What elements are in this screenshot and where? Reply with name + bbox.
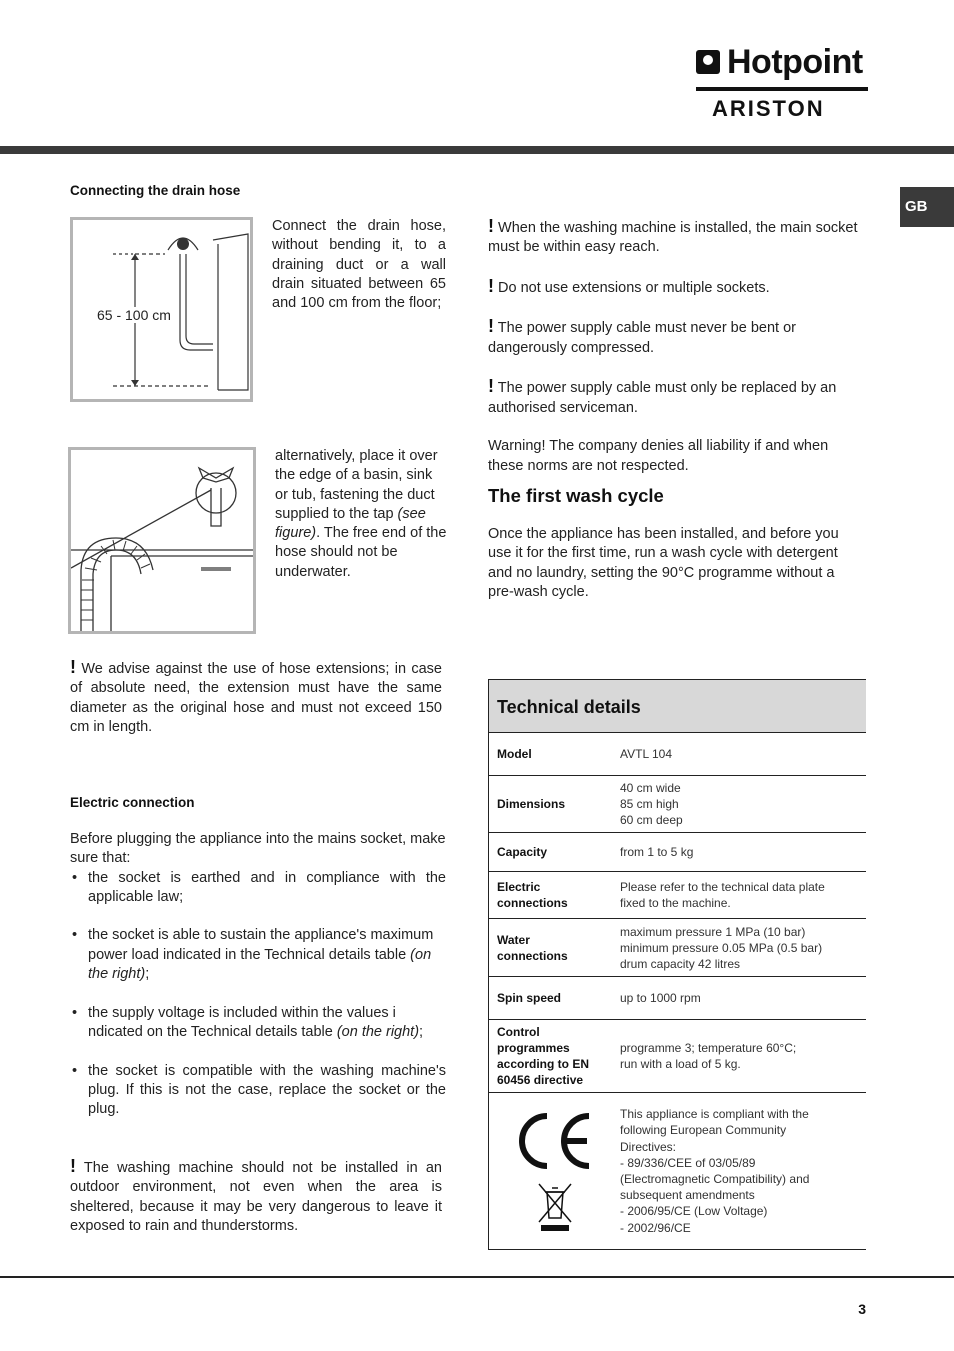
drain-text-1: Connect the drain hose, without bending it, to a draining duct or a wall drain situated between 65 and 100 cm from the floor; [272, 218, 446, 312]
warning-item: ! The power supply cable must never be bent or dangerously compressed. [488, 316, 796, 356]
warning-mark-icon: ! [488, 376, 494, 397]
list-item: • the socket is compatible with the washing machine's plug. If this is not the case, replace the socket or the plug. [70, 1062, 446, 1120]
socket-warnings [488, 217, 864, 476]
technical-details-heading: Technical details [489, 679, 866, 733]
brand-name: Hotpoint [727, 43, 863, 81]
drain-height-label: 65 - 100 cm [97, 307, 171, 323]
technical-details-table [488, 679, 866, 1250]
electric-intro: Before plugging the appliance into the mains socket, make sure that: [70, 831, 446, 867]
list-item: • the supply voltage is included within the values i ndicated on the Technical details table (on the right); [70, 1004, 446, 1043]
brand-logo-icon [696, 50, 720, 74]
table-row: Dimensions 40 cm wide 85 cm high 60 cm deep [489, 776, 866, 833]
drain-basin-illustration [71, 450, 253, 631]
table-row [489, 1093, 866, 1249]
outdoor-warning: ! The washing machine should not be installed in an outdoor environment, not even when the area is sheltered, because it may be very dangerous to leave it exposed to rain and thunderstorms. [70, 1156, 442, 1234]
hose-extension-warning: ! We advise against the use of hose extensions; in case of absolute need, the extension must have the same diameter as the original hose and must not exceed 150 cm in length. [70, 657, 442, 735]
table-row: Electric connections Please refer to the technical data plate fixed to the machine. [489, 872, 866, 919]
compliance-marks [489, 1110, 620, 1232]
warning-mark-icon: ! [70, 1156, 76, 1176]
brand-divider [696, 87, 868, 91]
compliance-text: This appliance is compliant with the following European Community Directives: - 89/336/CEE of 03/05/89 (Electromagnetic Compatibility) and subsequent amendments - 2006/95/CE (Low Voltage) - 2002/96/CE [620, 1107, 810, 1235]
warning-mark-icon: ! [488, 316, 494, 337]
first-wash-heading: The first wash cycle [488, 485, 664, 506]
table-row: Spin speed up to 1000 rpm [489, 977, 866, 1020]
liability-warning: Warning! The company denies all liability if and when these norms are not respected. [488, 438, 829, 474]
header-bar [0, 146, 954, 154]
list-item: • the socket is able to sustain the appliance's maximum power load indicated in the Technical details table (on the right); [70, 926, 446, 984]
footer-rule [0, 1276, 954, 1278]
warning-mark-icon: ! [488, 275, 494, 296]
electric-body [70, 830, 446, 1139]
table-row: Control programmes according to EN 60456 directive programme 3; temperature 60°C; run with a load of 5 kg. [489, 1020, 866, 1093]
warning-item: ! Do not use extensions or multiple sockets. [488, 275, 770, 296]
warning-item: ! When the washing machine is installed, the main socket must be within easy reach. [488, 216, 858, 256]
drain-basin-figure [68, 447, 256, 634]
page-number: 3 [858, 1301, 866, 1317]
warning-mark-icon: ! [70, 657, 76, 677]
brand-subname: ARISTON [712, 96, 825, 121]
warning-mark-icon: ! [488, 216, 494, 236]
electric-heading: Electric connection [70, 795, 195, 810]
table-row: Model AVTL 104 [489, 733, 866, 776]
table-row: Water connections maximum pressure 1 MPa (10 bar) minimum pressure 0.05 MPa (0.5 bar) drum capacity 42 litres [489, 919, 866, 977]
drain-text-2: alternatively, place it over the edge of a basin, sink or tub, fastening the duct supplied to the tap (see figure). The free end of the hose should not be underwater. [275, 448, 447, 580]
table-row: Capacity from 1 to 5 kg [489, 833, 866, 872]
ce-mark-icon [515, 1110, 595, 1172]
first-wash-text: Once the appliance has been installed, and before you use it for the first time, run a wash cycle with detergent and no laundry, setting the 90°C programme without a pre-wash cycle. [488, 526, 839, 600]
weee-bin-icon [537, 1182, 573, 1232]
drain-heading: Connecting the drain hose [70, 183, 241, 198]
list-item: • the socket is earthed and in compliance with the applicable law; [70, 869, 446, 908]
language-tab[interactable]: GB [900, 187, 954, 227]
electric-checklist [70, 869, 446, 1120]
warning-item: ! The power supply cable must only be replaced by an authorised serviceman. [488, 376, 837, 416]
